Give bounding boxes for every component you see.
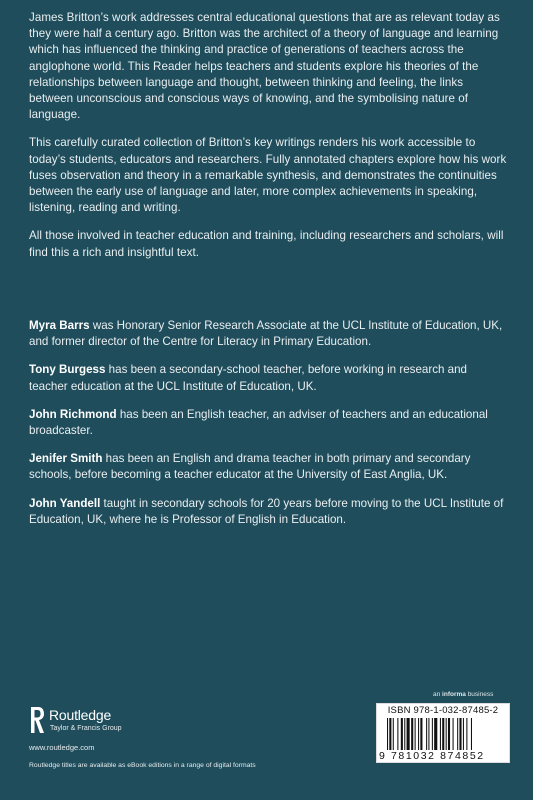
isbn-barcode (376, 703, 510, 763)
book-description (29, 10, 507, 273)
publisher-logo (29, 706, 169, 736)
author-bio-text: taught in secondary schools for 20 years before moving to the UCL Institute of Education, UK, where he is Professor of English in Education. (29, 496, 504, 526)
author-name: Jenifer Smith (29, 452, 103, 466)
author-name: Tony Burgess (29, 363, 106, 377)
author-bio (29, 496, 507, 528)
author-bios (29, 318, 507, 540)
barcode-digits: 9 781032 874852 (379, 750, 485, 762)
author-bio (29, 451, 507, 483)
informa-business-tag: an informa business (433, 691, 494, 698)
publisher-name: Routledge (49, 707, 112, 723)
author-name: Myra Barrs (29, 319, 90, 332)
author-bio (29, 407, 507, 439)
author-bio-text: has been a secondary-school teacher, before working in research and teacher education at the UCL Institute of Education, UK. (29, 363, 468, 393)
description-paragraph-1: James Britton’s work addresses central educational questions that are as relevant today as they were half a century ago. Britton was the architect of a theory of language and learning which has influenced the thinking and practice of generations of teachers across the anglophone world. This Reader helps teachers and students explore his theories of the relationships between language and thought, between thinking and feeling, the links between unconscious and conscious ways of knowing, and the symbolising nature of language. (29, 11, 500, 122)
description-paragraph-3: All those involved in teacher education and training, including researchers and scholars, will find this a rich and insightful text. (29, 229, 504, 259)
description-paragraph-2: This carefully curated collection of Britton’s key writings renders his work accessible to today’s students, educators and researchers. Fully annotated chapters explore how his work fuses observation and theory in a remarkable synthesis, and demonstrates the continuities between the early use of language and later, more complex achievements in speaking, listening, reading and writing. (29, 136, 507, 215)
publisher-group: Taylor & Francis Group (50, 725, 122, 732)
author-bio-text: was Honorary Senior Research Associate at the UCL Institute of Education, UK, and former director of the Centre for Literacy in Primary Education. (29, 319, 503, 349)
barcode-icon (387, 718, 501, 750)
author-name: John Yandell (29, 496, 101, 510)
author-bio-text: has been an English teacher, an adviser of teachers and an educational broadcaster. (29, 407, 488, 438)
author-bio (29, 362, 507, 394)
author-name: John Richmond (29, 407, 117, 421)
author-bio (29, 318, 507, 350)
routledge-r-logo-icon (29, 706, 45, 734)
author-bio-text: has been an English and drama teacher in both primary and secondary schools, before becoming a teacher educator at the University of East Anglia, UK. (29, 452, 471, 482)
ebook-note: Routledge titles are available as eBook editions in a range of digital formats (29, 762, 256, 769)
isbn-label: ISBN 978-1-032-87485-2 (387, 705, 499, 716)
publisher-url: www.routledge.com (29, 743, 95, 752)
